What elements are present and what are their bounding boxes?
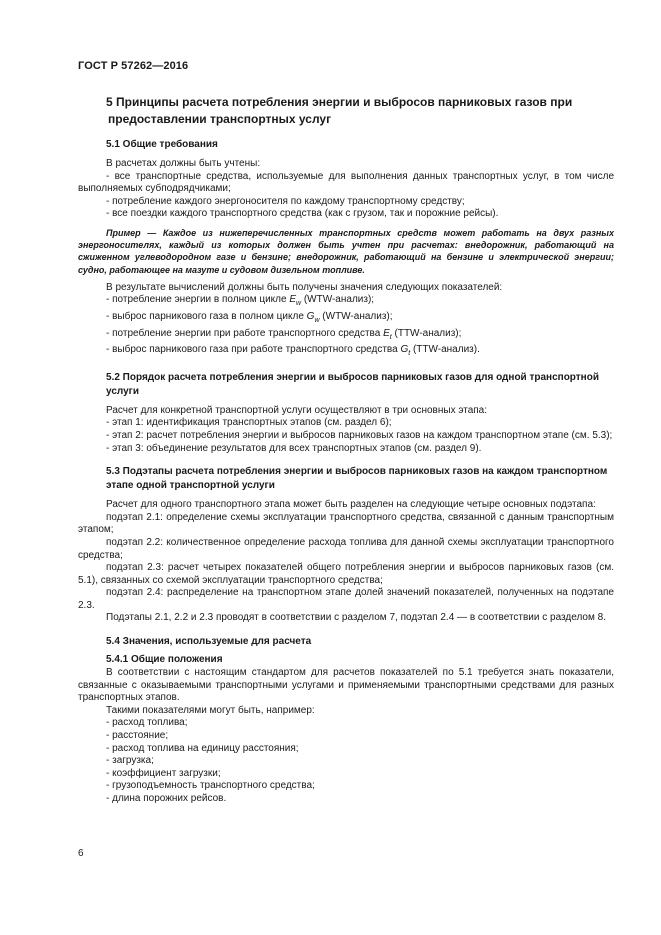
list-item: - грузоподъемность транспортного средства;: [106, 780, 315, 792]
s53-closing: Подэтапы 2.1, 2.2 и 2.3 проводят в соответствии с разделом 7, подэтап 2.4 — в соответствии с разделом 8.: [106, 612, 606, 624]
list-item: - потребление энергии при работе транспортного средства $E_t$ (TTW-анализ);: [106, 327, 462, 341]
list-item: - длина порожних рейсов.: [106, 793, 227, 804]
document-body: [78, 94, 614, 806]
section-5-title: 5 Принципы расчета потребления энергии и выбросов парниковых газов при предоставлении транспортных услуг: [106, 95, 573, 126]
list-item: подэтап 2.2: количественное определение расхода топлива для данной схемы эксплуатации транспортного средства;: [78, 536, 614, 561]
list-item: - выброс парникового газа в полном цикле $G_w$ (WTW-анализ);: [106, 310, 393, 324]
s51-example: Пример — Каждое из нижеперечисленных транспортных средств может работать на двух разных энергоносителях, каждый из которых должен быть учтен при расчетах: внедорожник, работающий на сжиженном углеводородном газе и бензине; внедорожник, работающий на бензине и электрической энергии; судно, работающее на мазуте и судовом дизельном топливе.: [78, 227, 614, 275]
list-item: - этап 2: расчет потребления энергии и выбросов парниковых газов на каждом транспортном этапе (см. 5.3);: [106, 429, 613, 441]
list-item: - потребление каждого энергоносителя по каждому транспортному средству;: [106, 195, 465, 207]
list-item: подэтап 2.3: расчет четырех показателей общего потребления энергии и выбросов парниковых газов (см. 5.1), связанных со схемой эксплуатации транспортного средства;: [78, 562, 614, 586]
document-header: ГОСТ Р 57262—2016: [78, 60, 189, 72]
section-5-3-title: 5.3 Подэтапы расчета потребления энергии и выбросов парниковых газов на каждом транспортном этапе одной транспортной услуги: [106, 466, 608, 492]
s51-results-intro: В результате вычислений должны быть получены значения следующих показателей:: [106, 281, 503, 293]
s541-paragraph: В соответствии с настоящим стандартом для расчетов показателей по 5.1 требуется знать показатели, связанные с оказываемыми транспортными услугами и применяемыми транспортными средствами для разных транспортных этапов.: [78, 667, 614, 704]
s541-intro: Такими показателями могут быть, например:: [106, 704, 315, 716]
list-item: - расстояние;: [106, 730, 169, 742]
list-item: - загрузка;: [106, 755, 154, 767]
s53-intro: Расчет для одного транспортного этапа может быть разделен на следующие четыре основных подэтапа:: [106, 499, 596, 511]
list-item: - этап 3: объединение результатов для всех транспортных этапов (см. раздел 9).: [106, 442, 482, 454]
list-item: - коэффициент загрузки;: [106, 767, 221, 779]
list-item: - все транспортные средства, используемые для выполнения данных транспортных услуг, в том числе выполняемых субподрядчиками;: [78, 170, 614, 195]
s52-intro: Расчет для конкретной транспортной услуги осуществляют в три основных этапа:: [106, 404, 488, 416]
list-item: - этап 1: идентификация транспортных этапов (см. раздел 6);: [106, 417, 392, 429]
list-item: - потребление энергии в полном цикле $E_w$ (WTW-анализ);: [106, 294, 375, 308]
list-item: - расход топлива;: [106, 717, 188, 729]
section-5-2-title: 5.2 Порядок расчета потребления энергии и выбросов парниковых газов для одной транспортной услуги: [106, 371, 599, 397]
page-number: 6: [78, 848, 84, 859]
section-5-1-title: 5.1 Общие требования: [106, 139, 218, 150]
section-5-4-title: 5.4 Значения, используемые для расчета: [106, 636, 312, 648]
s51-intro: В расчетах должны быть учтены:: [106, 158, 261, 169]
list-item: - все поездки каждого транспортного средства (как с грузом, так и порожние рейсы).: [106, 208, 499, 220]
list-item: подэтап 2.4: распределение на транспортном этапе долей значений показателей, полученных на подэтапе 2.3.: [78, 587, 614, 611]
list-item: подэтап 2.1: определение схемы эксплуатации транспортного средства, связанной с данным транспортным этапом;: [78, 511, 614, 536]
section-5-4-1-title: 5.4.1 Общие положения: [106, 654, 223, 666]
list-item: - расход топлива на единицу расстояния;: [106, 742, 299, 754]
list-item: - выброс парникового газа при работе транспортного средства $G_t$ (TTW-анализ).: [106, 344, 480, 358]
